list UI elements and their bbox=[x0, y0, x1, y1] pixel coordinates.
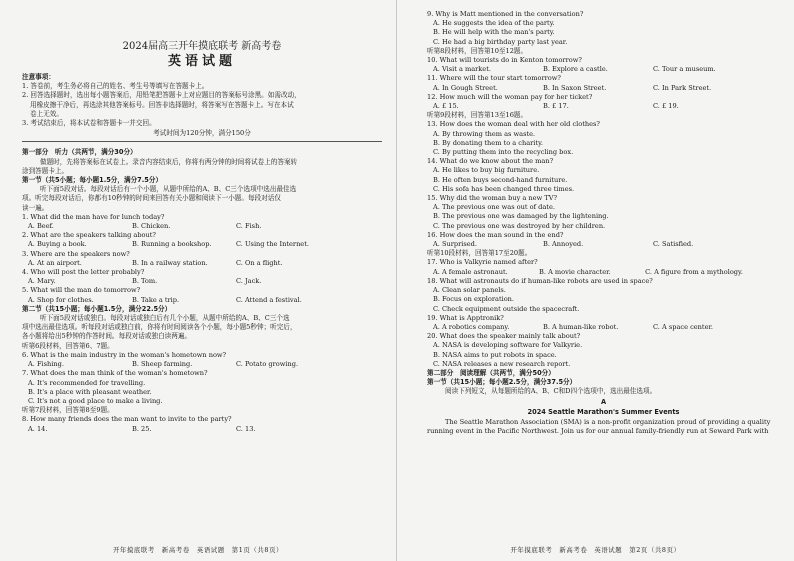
option-a[interactable]: A. A female astronaut. bbox=[433, 267, 508, 276]
option-b[interactable]: B. Focus on exploration. bbox=[433, 295, 515, 304]
option-a[interactable]: A. Mary. bbox=[28, 277, 56, 286]
option-b[interactable]: B. £ 17. bbox=[543, 102, 569, 111]
question-10: 10. What will tourists do in Kenton tomorrow? A. Visit a market. B. Explore a castle. C. Tour a museum. bbox=[427, 56, 780, 74]
option-c[interactable]: C. Potato growing. bbox=[236, 360, 299, 369]
option-c[interactable]: C. Jack. bbox=[236, 277, 262, 286]
option-b[interactable]: B. The previous one was damaged by the lightening. bbox=[433, 212, 609, 221]
option-c[interactable]: C. A figure from a mythology. bbox=[645, 267, 743, 276]
sec1-intro: 听下面5段对话。每段对话后有一个小题，从题中所给的A、B、C三个选项中选出最佳选 bbox=[40, 185, 297, 194]
listen-instruction: 听第9段材料，回答第13至16题。 bbox=[427, 111, 528, 120]
sec1-intro: 项。听完每段对话后，你都有10秒钟的时间来回答有关小题和阅读下一小题。每段对话仅 bbox=[22, 194, 281, 203]
option-b[interactable]: B. Explore a castle. bbox=[543, 65, 608, 74]
option-c[interactable]: C. Check equipment outside the spacecraft. bbox=[433, 304, 580, 313]
sec1-head: 第一节（共5小题；每小题1.5分，满分7.5分） bbox=[22, 176, 163, 185]
part1-head: 第一部分 听力（共两节，满分30分） bbox=[22, 148, 137, 157]
notice-1: 1. 答卷前，考生务必将自己的姓名、考生号等填写在答题卡上。 bbox=[22, 82, 209, 91]
question-12: 12. How much will the woman pay for her ticket? A. £ 15. B. £ 17. C. £ 19. bbox=[427, 93, 780, 111]
option-c[interactable]: C. £ 19. bbox=[653, 102, 679, 111]
option-a[interactable]: A. NASA is developing software for Valkyrie. bbox=[433, 341, 583, 350]
option-b[interactable]: B. NASA aims to put robots in space. bbox=[433, 350, 557, 359]
question-13: 13. How does the woman deal with her old clothes? A. By throwing them as waste. B. By donating them to a charity. C. By putting them into the recycling box. bbox=[427, 120, 780, 157]
option-c[interactable]: C. Using the Internet. bbox=[236, 240, 309, 249]
option-b[interactable]: B. Annoyed. bbox=[543, 240, 584, 249]
sec2-intro: 各小题将给出5秒钟的作答时间。每段对话或独白读两遍。 bbox=[22, 332, 192, 341]
option-b[interactable]: B. 25. bbox=[132, 424, 152, 433]
question-9: 9. Why is Matt mentioned in the conversation? A. He suggests the idea of the party. B. He will help with the man's party. C. He had a big birthday party last year. bbox=[427, 10, 780, 47]
passage-text: running event in the Pacific Northwest. Join us for our annual family-friendly run at Seward Park with bbox=[427, 427, 769, 436]
option-c[interactable]: C. Satisfied. bbox=[653, 240, 694, 249]
option-b[interactable]: B. In a railway station. bbox=[132, 258, 208, 267]
option-c[interactable]: C. NASA releases a new research report. bbox=[433, 359, 571, 368]
option-b[interactable]: B. Chicken. bbox=[132, 222, 171, 231]
option-c[interactable]: C. In Park Street. bbox=[653, 83, 712, 92]
option-a[interactable]: A. Beef. bbox=[28, 222, 54, 231]
option-a[interactable]: A. At an airport. bbox=[28, 258, 82, 267]
option-c[interactable]: C. It's not a good place to make a living. bbox=[28, 396, 163, 405]
option-a[interactable]: A. Surprised. bbox=[433, 240, 477, 249]
option-c[interactable]: C. Fish. bbox=[236, 222, 262, 231]
option-c[interactable]: C. Tour a museum. bbox=[653, 65, 716, 74]
option-b[interactable]: B. Tom. bbox=[132, 277, 158, 286]
option-a[interactable]: A. He likes to buy big furniture. bbox=[433, 166, 540, 175]
question-7: 7. What does the man think of the woman's hometown? A. It's recommended for travelling. B. It's a place with pleasant weather. C. It's not a good place to make a living. bbox=[22, 369, 382, 406]
time-line: 考试时间为120分钟，满分150分 bbox=[153, 129, 251, 138]
listen-instruction: 听第8段材料，回答第10至12题。 bbox=[427, 46, 528, 55]
listen-instruction: 听第7段材料，回答第8至9题。 bbox=[22, 406, 114, 415]
option-b[interactable]: B. It's a place with pleasant weather. bbox=[28, 387, 152, 396]
question-16: 16. How does the man sound in the end? A. Surprised. B. Annoyed. C. Satisfied. bbox=[427, 231, 780, 249]
question-8: 8. How many friends does the man want to invite to the party? A. 14. B. 25. C. 13. bbox=[22, 415, 382, 433]
passage-letter: A bbox=[600, 397, 607, 406]
part2-head: 第二部分 阅读理解（共两节，满分50分） bbox=[427, 368, 555, 377]
question-6: 6. What is the main industry in the woman's hometown now? A. Fishing. B. Sheep farming. C. Potato growing. bbox=[22, 351, 382, 369]
notice-2-cont: 卷上无效。 bbox=[30, 109, 63, 118]
question-19: 19. What is Apptronik? A. A robotics company. B. A human-like robot. C. A space center. bbox=[427, 314, 780, 332]
question-18: 18. What will astronauts do if human-like robots are used in space? A. Clean solar panels. B. Focus on exploration. C. Check equipment outside the spacecraft. bbox=[427, 277, 780, 314]
option-c[interactable]: C. 13. bbox=[236, 424, 256, 433]
option-b[interactable]: B. Sheep farming. bbox=[132, 360, 193, 369]
sec2-intro: 项中选出最佳选项。听每段对话或独白前，你将有时间阅读各个小题，每小题5秒钟；听完后， bbox=[22, 323, 297, 332]
sec2-intro: 听下面5段对话或独白。每段对话或独白后有几个小题，从题中所给的A、B、C三个选 bbox=[40, 314, 290, 323]
page-footer: 开年摸底联考 新高考卷 英语试题 第1页（共8页） bbox=[112, 545, 284, 554]
option-a[interactable]: A. By throwing them as waste. bbox=[433, 129, 536, 138]
listen-instruction: 听第10段材料，回答第17至20题。 bbox=[427, 249, 532, 258]
option-b[interactable]: B. He will help with the man's party. bbox=[433, 28, 555, 37]
page-2 bbox=[397, 0, 794, 561]
option-a[interactable]: A. £ 15. bbox=[433, 102, 459, 111]
option-a[interactable]: A. Visit a market. bbox=[433, 65, 491, 74]
question-17: 17. Who is Valkyrie named after? A. A female astronaut. B. A movie character. C. A figure from a mythology. bbox=[427, 258, 780, 276]
option-a[interactable]: A. Buying a book. bbox=[28, 240, 87, 249]
option-c[interactable]: C. A space center. bbox=[653, 322, 714, 331]
question-3: 3. Where are the speakers now? A. At an airport. B. In a railway station. C. On a flight. bbox=[22, 250, 382, 268]
notice-2: 2. 回答选择题时，选出每小题答案后，用铅笔把答题卡上对应题目的答案标号涂黑。如需改动， bbox=[22, 91, 301, 100]
option-a[interactable]: A. Clean solar panels. bbox=[433, 286, 506, 295]
question-1: 1. What did the man have for lunch today? A. Beef. B. Chicken. C. Fish. bbox=[22, 213, 382, 231]
sec1-intro: 读一遍。 bbox=[22, 203, 49, 212]
sec3-head: 第一节（共15小题；每小题2.5分，满分37.5分） bbox=[427, 378, 577, 387]
passage-text: The Seattle Marathon Association (SMA) is a non-profit organization proud of providing a quality bbox=[445, 417, 771, 426]
question-15: 15. Why did the woman buy a new TV? A. The previous one was out of date. B. The previous one was damaged by the lightening. C. The previous one was destroyed by her children. bbox=[427, 194, 780, 231]
exam-subtitle: 英语试题 bbox=[167, 54, 236, 69]
option-c[interactable]: C. On a flight. bbox=[236, 258, 283, 267]
divider bbox=[22, 141, 382, 142]
option-b[interactable]: B. He often buys second-hand furniture. bbox=[433, 175, 568, 184]
option-b[interactable]: B. By donating them to a charity. bbox=[433, 138, 544, 147]
notice-2-cont: 用橡皮擦干净后，再选涂其他答案标号。回答非选择题时，将答案写在答题卡上。写在本试 bbox=[30, 100, 294, 109]
option-c[interactable]: C. The previous one was destroyed by her children. bbox=[433, 221, 606, 230]
option-c[interactable]: C. His sofa has been changed three times. bbox=[433, 184, 575, 193]
option-c[interactable]: C. Attend a festival. bbox=[236, 295, 302, 304]
question-2: 2. What are the speakers talking about? A. Buying a book. B. Running a bookshop. C. Using the Internet. bbox=[22, 231, 382, 249]
part1-intro: 做题时，先将答案标在试卷上。录音内容结束后，你将有两分钟的时间将试卷上的答案转 bbox=[40, 157, 298, 166]
option-b[interactable]: B. A movie character. bbox=[539, 267, 611, 276]
part1-intro: 涂到答题卡上。 bbox=[22, 166, 69, 175]
option-a[interactable]: A. Shop for clothes. bbox=[28, 295, 94, 304]
notice-3: 3. 考试结束后，将本试卷和答题卡一并交回。 bbox=[22, 119, 156, 128]
notice-title: 注意事项： bbox=[22, 73, 55, 81]
question-11: 11. Where will the tour start tomorrow? A. In Gough Street. B. In Saxon Street. C. In Park Street. bbox=[427, 74, 780, 92]
option-a[interactable]: A. He suggests the idea of the party. bbox=[433, 19, 555, 28]
question-4: 4. Who will post the letter probably? A. Mary. B. Tom. C. Jack. bbox=[22, 268, 382, 286]
page-footer: 开年摸底联考 新高考卷 英语试题 第2页（共8页） bbox=[510, 545, 681, 554]
option-a[interactable]: A. A robotics company. bbox=[433, 322, 510, 331]
option-b[interactable]: B. Running a bookshop. bbox=[132, 240, 212, 249]
exam-title: 2024届高三开年摸底联考 新高考卷 bbox=[122, 41, 282, 52]
option-a[interactable]: A. The previous one was out of date. bbox=[433, 203, 555, 212]
question-14: 14. What do we know about the man? A. He likes to buy big furniture. B. He often buys second-hand furniture. C. His sofa has been changed three times. bbox=[427, 157, 780, 194]
passage-title: 2024 Seattle Marathon's Summer Events bbox=[527, 407, 680, 416]
listen-instruction: 听第6段材料，回答第6、7题。 bbox=[22, 341, 114, 350]
question-20: 20. What does the speaker mainly talk about? A. NASA is developing software for Valkyrie. B. NASA aims to put robots in space. C. NASA releases a new research report. bbox=[427, 332, 780, 369]
option-a[interactable]: A. It's recommended for travelling. bbox=[28, 378, 146, 387]
sec3-intro: 阅读下列短文，从每题所给的A、B、C和D四个选项中，选出最佳选项。 bbox=[445, 387, 657, 396]
option-c[interactable]: C. He had a big birthday party last year. bbox=[433, 37, 568, 46]
option-c[interactable]: C. By putting them into the recycling box. bbox=[433, 148, 574, 157]
option-b[interactable]: B. A human-like robot. bbox=[543, 322, 619, 331]
option-a[interactable]: A. Fishing. bbox=[28, 360, 64, 369]
option-a[interactable]: A. In Gough Street. bbox=[433, 83, 498, 92]
question-5: 5. What will the man do tomorrow? A. Shop for clothes. B. Take a trip. C. Attend a festival. bbox=[22, 286, 382, 304]
option-b[interactable]: B. Take a trip. bbox=[132, 295, 180, 304]
option-a[interactable]: A. 14. bbox=[28, 424, 48, 433]
sec2-head: 第二节（共15小题；每小题1.5分，满分22.5分） bbox=[22, 304, 172, 313]
option-b[interactable]: B. In Saxon Street. bbox=[543, 83, 607, 92]
